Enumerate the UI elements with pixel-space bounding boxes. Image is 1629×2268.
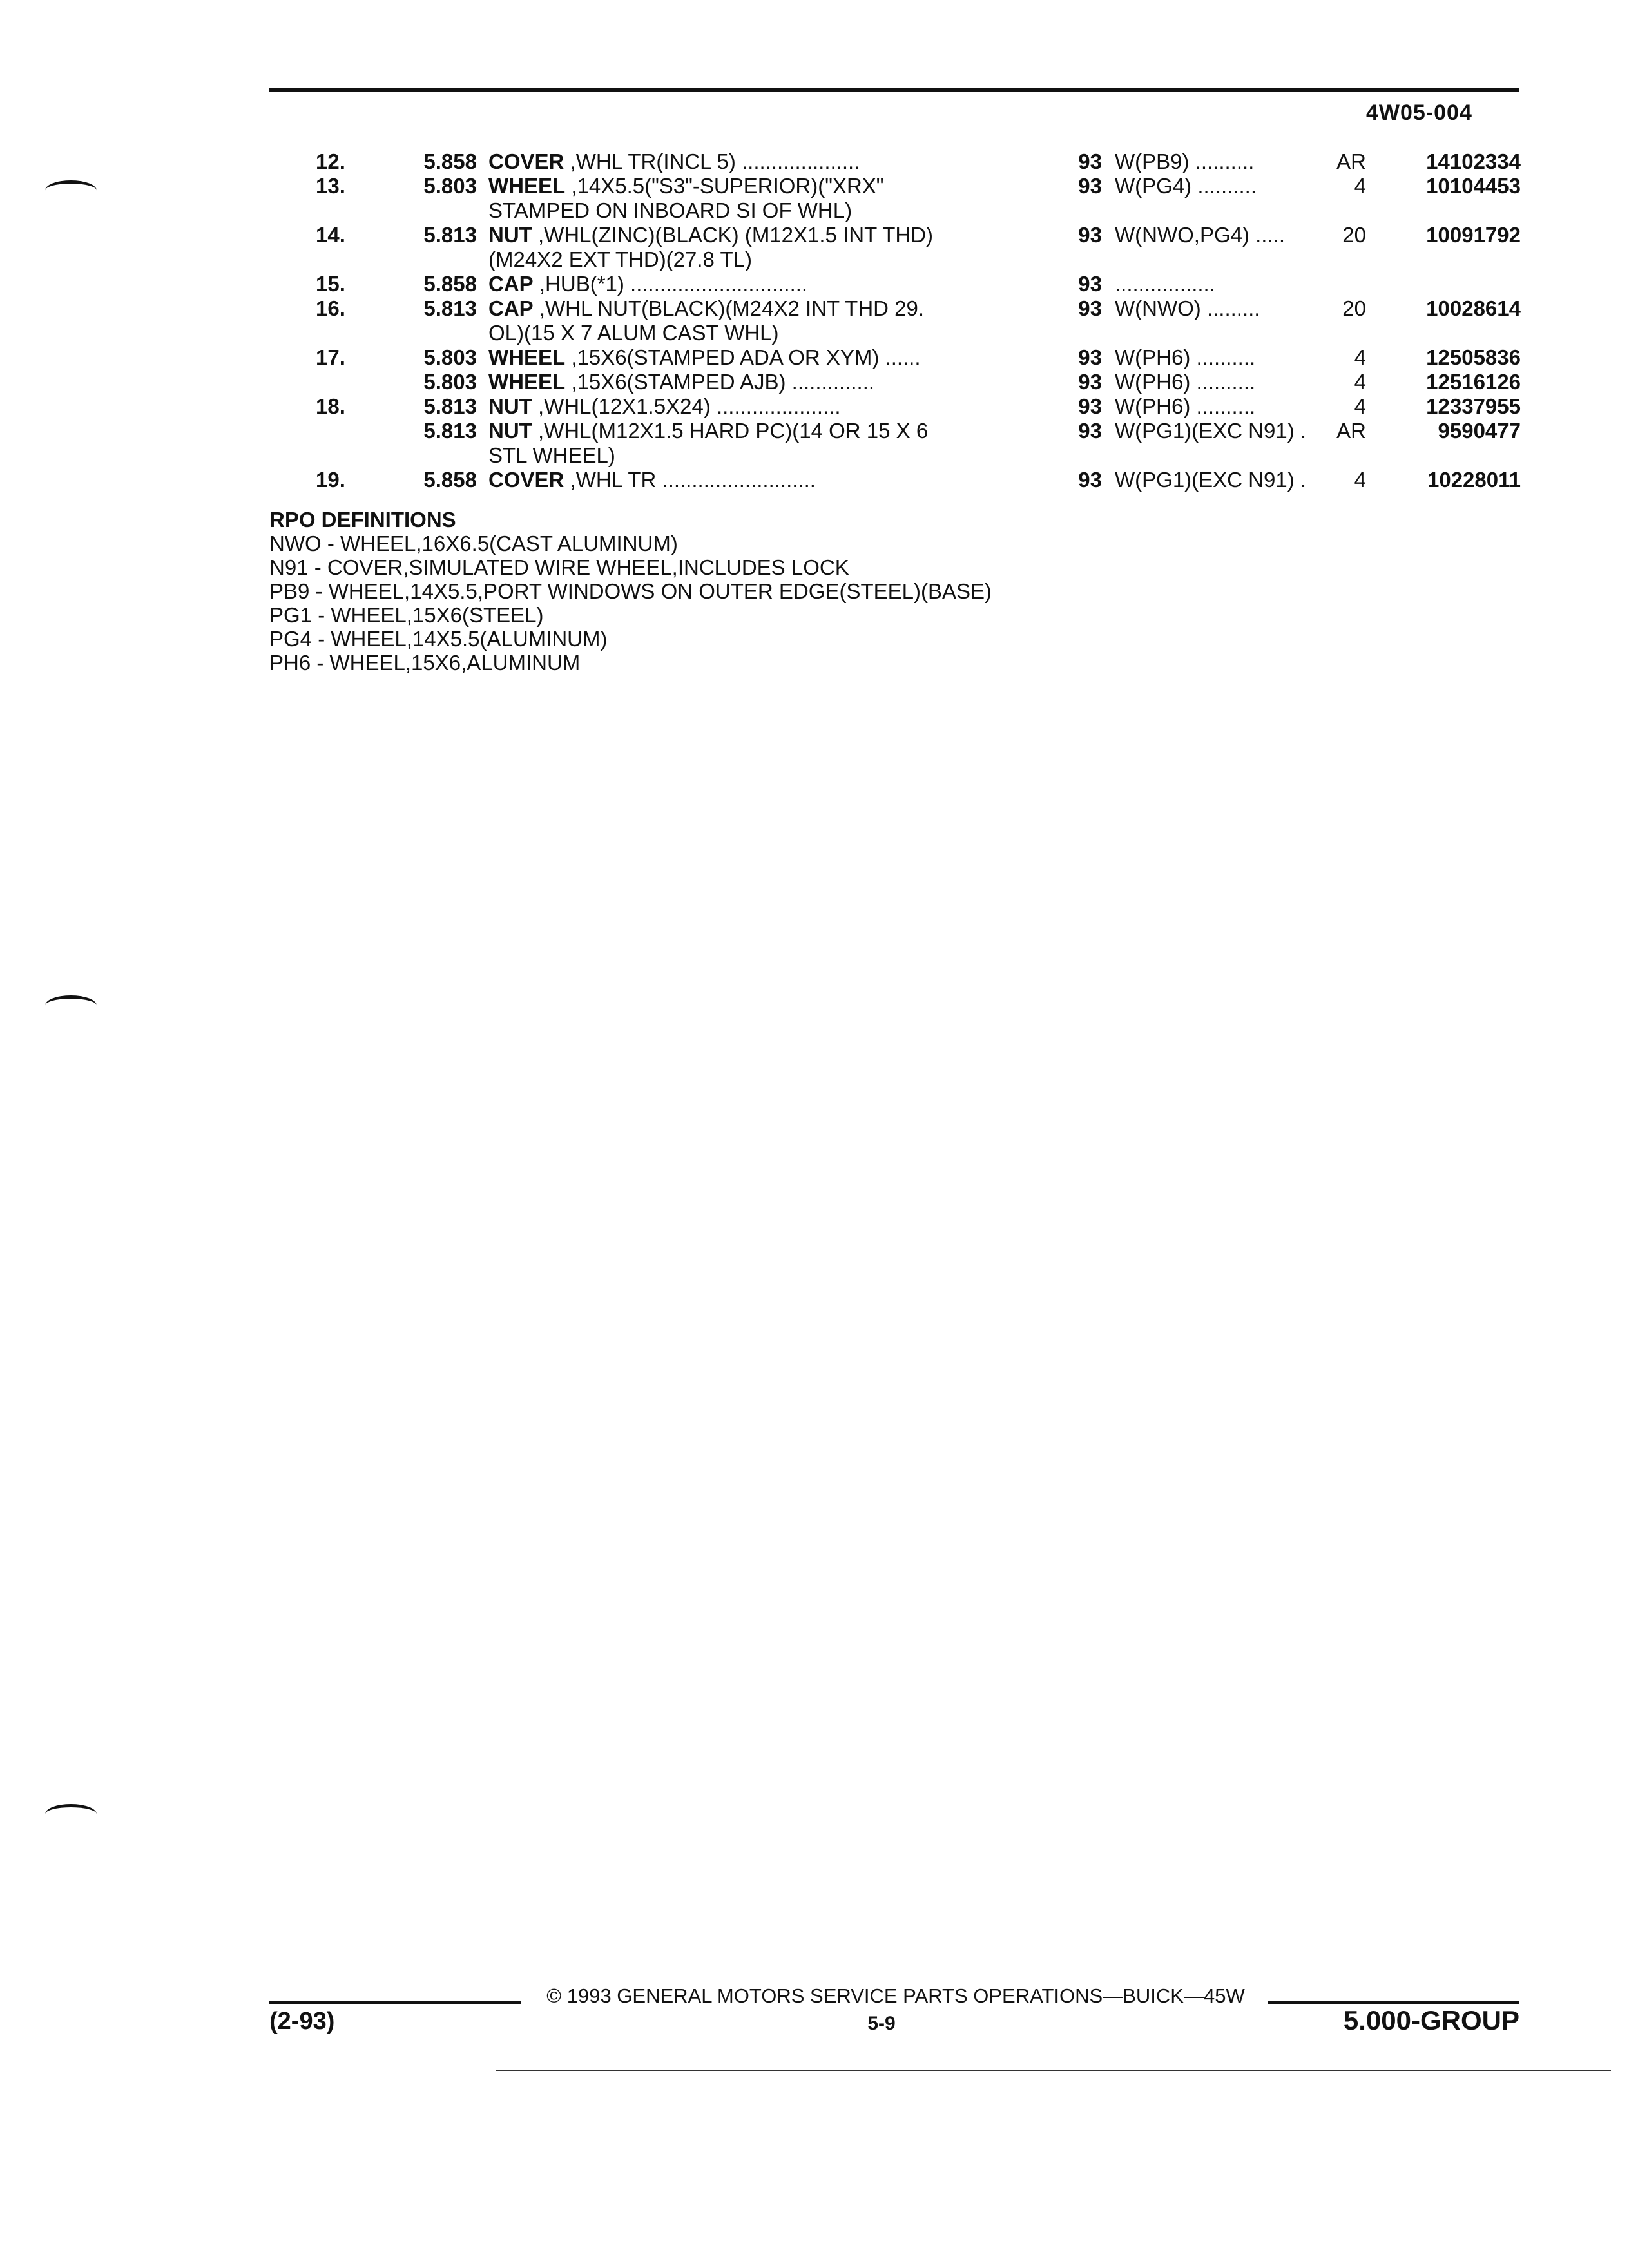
item-number: 18. — [316, 394, 345, 418]
part-description-continued: (M24X2 EXT THD)(27.8 TL) — [488, 247, 752, 271]
part-number: 10228011 — [1427, 468, 1521, 492]
page-code: 4W05-004 — [1366, 101, 1472, 125]
bottom-rule — [496, 2070, 1611, 2071]
header-rule — [269, 88, 1519, 92]
group-number: 5.813 — [423, 394, 477, 418]
part-name: COVER — [488, 149, 564, 173]
group-number: 5.858 — [423, 149, 477, 173]
quantity: 4 — [1354, 370, 1366, 394]
parts-table — [271, 149, 1521, 492]
part-detail: ,14X5.5("S3"-SUPERIOR)("XRX" — [565, 174, 884, 198]
part-name: CAP — [488, 272, 534, 296]
part-name: COVER — [488, 468, 564, 492]
part-detail: ,WHL NUT(BLACK)(M24X2 INT THD 29. — [533, 296, 925, 320]
part-number: 9590477 — [1438, 419, 1521, 443]
item-number: 15. — [316, 272, 345, 296]
table-row — [271, 223, 1521, 247]
table-row — [271, 174, 1521, 198]
table-row — [271, 394, 1521, 419]
table-row-continuation — [271, 443, 1521, 468]
model-year: 93 — [1078, 419, 1102, 443]
item-number: 12. — [316, 149, 345, 173]
application: W(NWO) ......... — [1115, 296, 1260, 320]
table-row — [271, 468, 1521, 492]
group-number: 5.803 — [423, 370, 477, 394]
part-description-continued: STL WHEEL) — [488, 443, 615, 467]
rpo-line: PB9 - WHEEL,14X5.5,PORT WINDOWS ON OUTER EDGE(STEEL)(BASE) — [269, 579, 992, 603]
part-name: WHEEL — [488, 345, 566, 369]
item-number: 14. — [316, 223, 345, 247]
group-number: 5.803 — [423, 174, 477, 198]
quantity: 4 — [1354, 345, 1366, 369]
binder-mark-top — [45, 180, 97, 200]
part-name: NUT — [488, 419, 532, 443]
model-year: 93 — [1078, 394, 1102, 418]
binder-mark-bottom — [45, 1804, 97, 1824]
application: W(PH6) .......... — [1115, 394, 1256, 418]
application: W(PH6) .......... — [1115, 345, 1256, 369]
group-number: 5.858 — [423, 272, 477, 296]
binder-mark-middle — [45, 995, 97, 1015]
part-detail: ,15X6(STAMPED ADA OR XYM) ...... — [565, 345, 921, 369]
table-row-continuation — [271, 198, 1521, 223]
model-year: 93 — [1078, 149, 1102, 173]
part-number: 10091792 — [1426, 223, 1521, 247]
part-number: 10028614 — [1426, 296, 1521, 320]
part-number: 12516126 — [1426, 370, 1521, 394]
footer-rule-left — [269, 2001, 521, 2004]
rpo-line: NWO - WHEEL,16X6.5(CAST ALUMINUM) — [269, 532, 678, 555]
table-row — [271, 149, 1521, 174]
group-number: 5.813 — [423, 223, 477, 247]
table-row — [271, 419, 1521, 443]
table-row — [271, 272, 1521, 296]
part-name: NUT — [488, 223, 532, 247]
group-number: 5.803 — [423, 345, 477, 369]
part-detail: ,WHL TR(INCL 5) .................... — [564, 149, 860, 173]
part-name: WHEEL — [488, 370, 566, 394]
quantity: AR — [1336, 419, 1366, 443]
table-row-continuation — [271, 321, 1521, 345]
part-number: 14102334 — [1426, 149, 1521, 173]
application: W(PG1)(EXC N91) . — [1115, 419, 1307, 443]
copyright-notice: © 1993 GENERAL MOTORS SERVICE PARTS OPERATIONS—BUICK—45W — [546, 1984, 1245, 2007]
part-name: CAP — [488, 296, 534, 320]
part-number: 10104453 — [1426, 174, 1521, 198]
rpo-definitions — [269, 508, 992, 675]
quantity: AR — [1336, 149, 1366, 173]
part-name: WHEEL — [488, 174, 566, 198]
item-number: 17. — [316, 345, 345, 369]
quantity: 4 — [1354, 174, 1366, 198]
quantity: 20 — [1342, 296, 1366, 320]
part-detail: ,15X6(STAMPED AJB) .............. — [565, 370, 875, 394]
model-year: 93 — [1078, 174, 1102, 198]
item-number: 13. — [316, 174, 345, 198]
group-label: 5.000-GROUP — [1343, 2005, 1519, 2035]
footer-rule-right — [1268, 2001, 1519, 2004]
rpo-title: RPO DEFINITIONS — [269, 508, 456, 532]
part-number: 12337955 — [1426, 394, 1521, 418]
page-number: 5-9 — [867, 2013, 896, 2034]
part-detail: ,WHL(M12X1.5 HARD PC)(14 OR 15 X 6 — [532, 419, 929, 443]
rpo-line: PH6 - WHEEL,15X6,ALUMINUM — [269, 651, 581, 675]
model-year: 93 — [1078, 272, 1102, 296]
group-number: 5.813 — [423, 419, 477, 443]
application: W(PG4) .......... — [1115, 174, 1257, 198]
group-number: 5.858 — [423, 468, 477, 492]
model-year: 93 — [1078, 468, 1102, 492]
quantity: 20 — [1342, 223, 1366, 247]
table-row — [271, 296, 1521, 321]
application: W(NWO,PG4) ..... — [1115, 223, 1285, 247]
part-description-continued: OL)(15 X 7 ALUM CAST WHL) — [488, 321, 779, 345]
model-year: 93 — [1078, 223, 1102, 247]
revision-date: (2-93) — [269, 2008, 335, 2035]
model-year: 93 — [1078, 370, 1102, 394]
application: W(PG1)(EXC N91) . — [1115, 468, 1307, 492]
part-detail: ,WHL(12X1.5X24) ..................... — [532, 394, 841, 418]
group-number: 5.813 — [423, 296, 477, 320]
part-detail: ,WHL(ZINC)(BLACK) (M12X1.5 INT THD) — [532, 223, 934, 247]
rpo-line: PG4 - WHEEL,14X5.5(ALUMINUM) — [269, 627, 608, 651]
part-number: 12505836 — [1426, 345, 1521, 369]
item-number: 16. — [316, 296, 345, 320]
part-detail: ,WHL TR .......................... — [564, 468, 816, 492]
rpo-line: N91 - COVER,SIMULATED WIRE WHEEL,INCLUDES LOCK — [269, 555, 849, 579]
model-year: 93 — [1078, 345, 1102, 369]
part-detail: ,HUB(*1) .............................. — [533, 272, 808, 296]
model-year: 93 — [1078, 296, 1102, 320]
table-row — [271, 345, 1521, 370]
part-description-continued: STAMPED ON INBOARD SI OF WHL) — [488, 198, 853, 222]
quantity: 4 — [1354, 468, 1366, 492]
part-name: NUT — [488, 394, 532, 418]
application: W(PH6) .......... — [1115, 370, 1256, 394]
application: ................. — [1115, 272, 1215, 296]
item-number: 19. — [316, 468, 345, 492]
application: W(PB9) .......... — [1115, 149, 1255, 173]
table-row — [271, 370, 1521, 394]
table-row-continuation — [271, 247, 1521, 272]
rpo-line: PG1 - WHEEL,15X6(STEEL) — [269, 603, 544, 627]
quantity: 4 — [1354, 394, 1366, 418]
